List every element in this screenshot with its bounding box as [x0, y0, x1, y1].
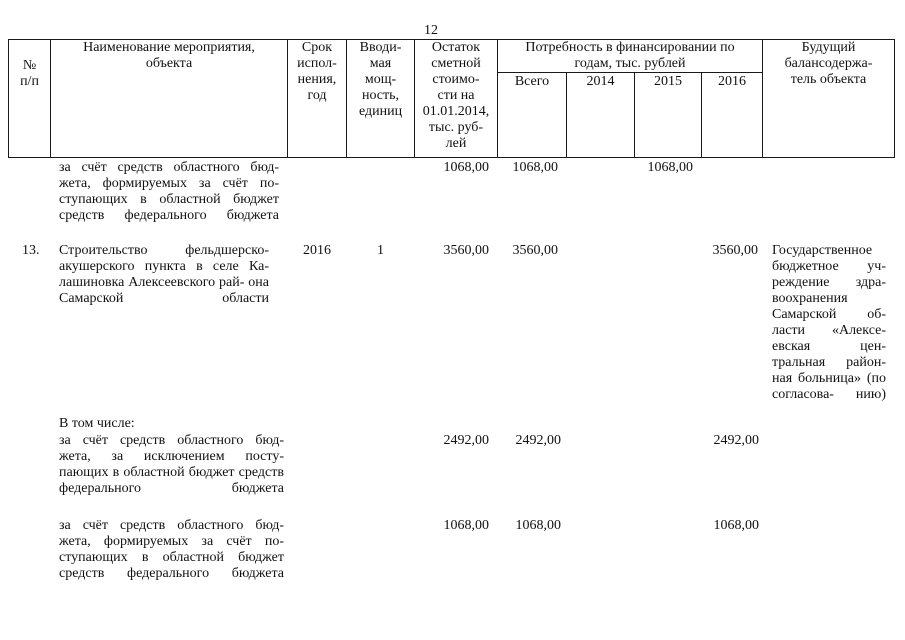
header-capacity: Вводи- мая мощ- ность, единиц [358, 40, 403, 119]
table-row-3-remainder: 1068,00 [443, 518, 489, 533]
table-row-1-remainder: 3560,00 [443, 243, 489, 258]
page-number: 12 [424, 23, 438, 38]
col-line-10 [894, 39, 895, 158]
table-row-2-total: 2492,00 [515, 433, 561, 448]
table-row-1-num: 13. [22, 243, 40, 258]
table-row-1-2016: 3560,00 [712, 243, 758, 258]
col-line-0 [8, 39, 9, 158]
table-row-0-total: 1068,00 [512, 160, 558, 175]
table-row-3-name: за счёт средств областного бюд- жета, формируемых за счёт по- ступающих в областной бюджет средств федерального бюджета [59, 518, 284, 581]
table-row-1-total: 3560,00 [512, 243, 558, 258]
header-fin-2015: 2015 [654, 74, 682, 89]
table-row-2-label: В том числе: [59, 416, 135, 431]
header-num: № п/п [20, 58, 39, 89]
header-name: Наименование мероприятия, объекта [83, 40, 255, 71]
header-remainder: Остаток сметной стоимо- сти на 01.01.2014, тыс. руб- лей [422, 40, 490, 151]
financing-subheader-line [497, 72, 762, 73]
table-row-1-holder: Государственное бюджетное уч- реждение здра- воохранения Самарской об- ласти «Алексе- евская цен- тральная район- ная больница» (по согласова- нию) [772, 243, 886, 402]
table-row-3-2016: 1068,00 [713, 518, 759, 533]
table-row-2-remainder: 2492,00 [443, 433, 489, 448]
header-financing: Потребность в финансировании по годам, тыс. рублей [525, 40, 735, 71]
header-holder: Будущий балансодержа- тель объекта [784, 40, 873, 87]
header-fin-total: Всего [514, 74, 550, 89]
header-fin-2014: 2014 [586, 74, 615, 89]
table-row-1-capacity: 1 [377, 243, 384, 258]
table-row-0-2015: 1068,00 [647, 160, 693, 175]
table-row-1-name: Строительство фельдшерско- акушерского пункта в селе Ка- лашиновка Алексеевского рай- она Самарской области [59, 243, 269, 306]
table-row-0-remainder: 1068,00 [443, 160, 489, 175]
table-row-1-term: 2016 [303, 243, 331, 258]
header-fin-2016: 2016 [718, 74, 746, 89]
table-row-0-name: за счёт средств областного бюд- жета, формируемых за счёт по- ступающих в областной бюджет средств федерального бюджета [59, 160, 279, 223]
header-term: Срок испол- нения, год [297, 40, 337, 103]
table-row-3-total: 1068,00 [515, 518, 561, 533]
table-row-2-name: за счёт средств областного бюд- жета, за исключением посту- пающих в областной бюджет средств федерального бюджета [59, 433, 284, 496]
table-row-2-2016: 2492,00 [713, 433, 759, 448]
